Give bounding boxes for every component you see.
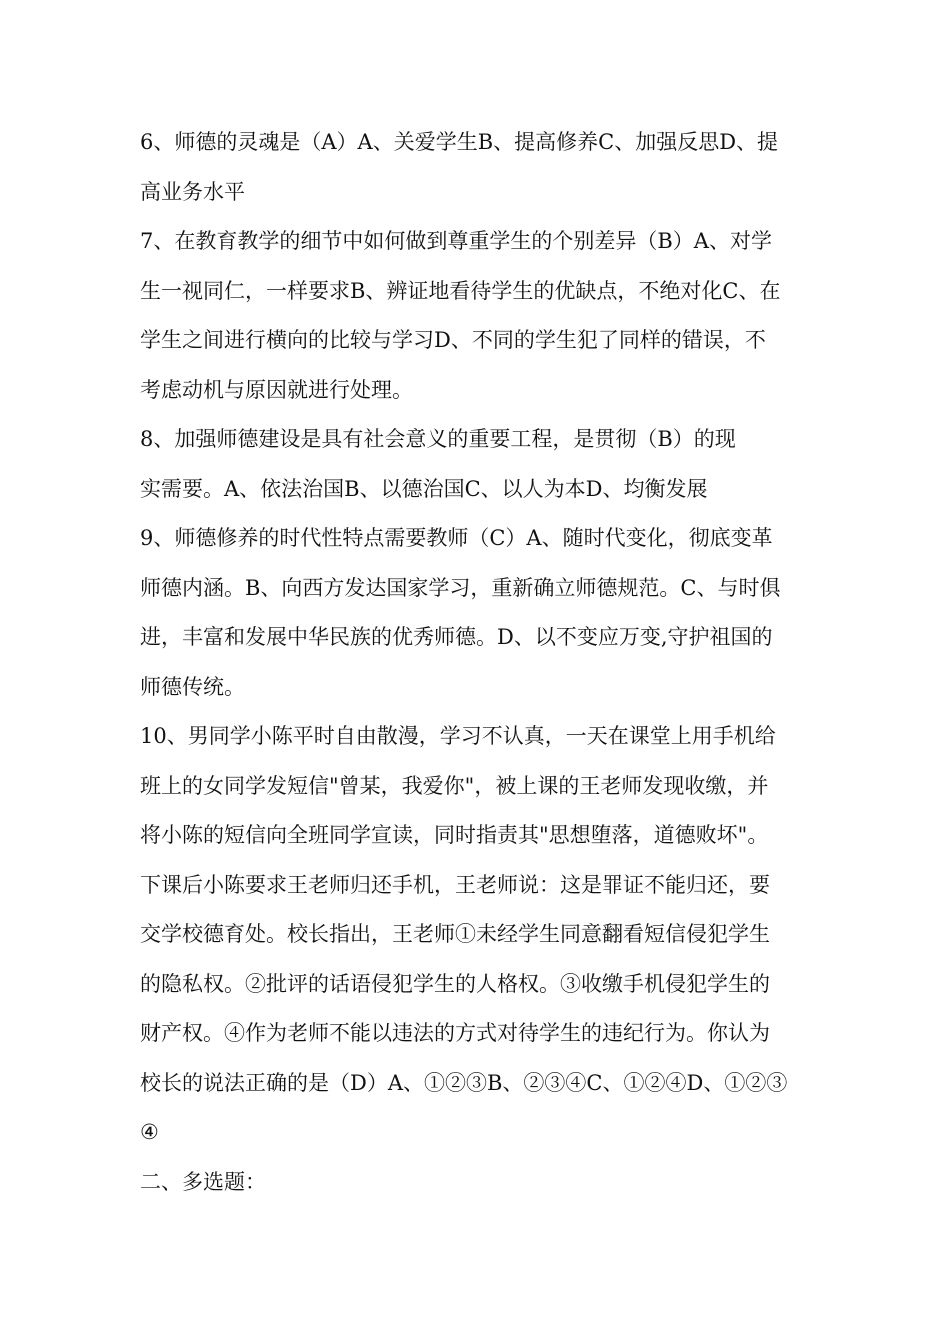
question-line: 考虑动机与原因就进行处理。 — [140, 377, 413, 402]
question-line: 将小陈的短信向全班同学宣读，同时指责其"思想堕落，道德败坏"。 — [140, 823, 769, 847]
document-page — [140, 118, 824, 1207]
question-line: 6、师德的灵魂是（A）A、关爱学生B、提高修养C、加强反思D、提 — [140, 130, 779, 154]
question-9 — [140, 514, 824, 712]
question-10 — [140, 712, 824, 1158]
question-line: 学生之间进行横向的比较与学习D、不同的学生犯了同样的错误，不 — [140, 328, 766, 352]
question-line: ④ — [140, 1120, 159, 1144]
question-line: 的隐私权。②批评的话语侵犯学生的人格权。③收缴手机侵犯学生的 — [140, 971, 770, 996]
question-line: 10、男同学小陈平时自由散漫，学习不认真，一天在课堂上用手机给 — [140, 724, 776, 748]
question-line: 师德内涵。B、向西方发达国家学习，重新确立师德规范。C、与时俱 — [140, 575, 781, 600]
question-line: 生一视同仁，一样要求B、辨证地看待学生的优缺点，不绝对化C、在 — [140, 278, 781, 303]
question-line: 下课后小陈要求王老师归还手机，王老师说：这是罪证不能归还，要 — [140, 872, 770, 897]
question-6 — [140, 118, 824, 217]
question-8 — [140, 415, 824, 514]
question-line: 财产权。④作为老师不能以违法的方式对待学生的违纪行为。你认为 — [140, 1021, 770, 1045]
question-7 — [140, 217, 824, 415]
question-line: 7、在教育教学的细节中如何做到尊重学生的个别差异（B）A、对学 — [140, 229, 772, 253]
question-line: 班上的女同学发短信"曾某，我爱你"，被上课的王老师发现收缴，并 — [140, 773, 769, 798]
question-line: 校长的说法正确的是（D）A、①②③B、②③④C、①②④D、①②③ — [140, 1070, 788, 1095]
section-heading: 二、多选题： — [140, 1169, 266, 1194]
question-line: 师德传统。 — [140, 674, 245, 699]
question-line: 9、师德修养的时代性特点需要教师（C）A、随时代变化，彻底变革 — [140, 526, 773, 550]
question-line: 8、加强师德建设是具有社会意义的重要工程，是贯彻（B）的现 — [140, 427, 736, 451]
question-line: 实需要。A、依法治国B、以德治国C、以人为本D、均衡发展 — [140, 476, 708, 501]
question-line: 交学校德育处。校长指出，王老师①未经学生同意翻看短信侵犯学生 — [140, 922, 770, 946]
question-line: 进，丰富和发展中华民族的优秀师德。D、以不变应万变,守护祖国的 — [140, 625, 773, 649]
question-line: 高业务水平 — [140, 179, 245, 204]
